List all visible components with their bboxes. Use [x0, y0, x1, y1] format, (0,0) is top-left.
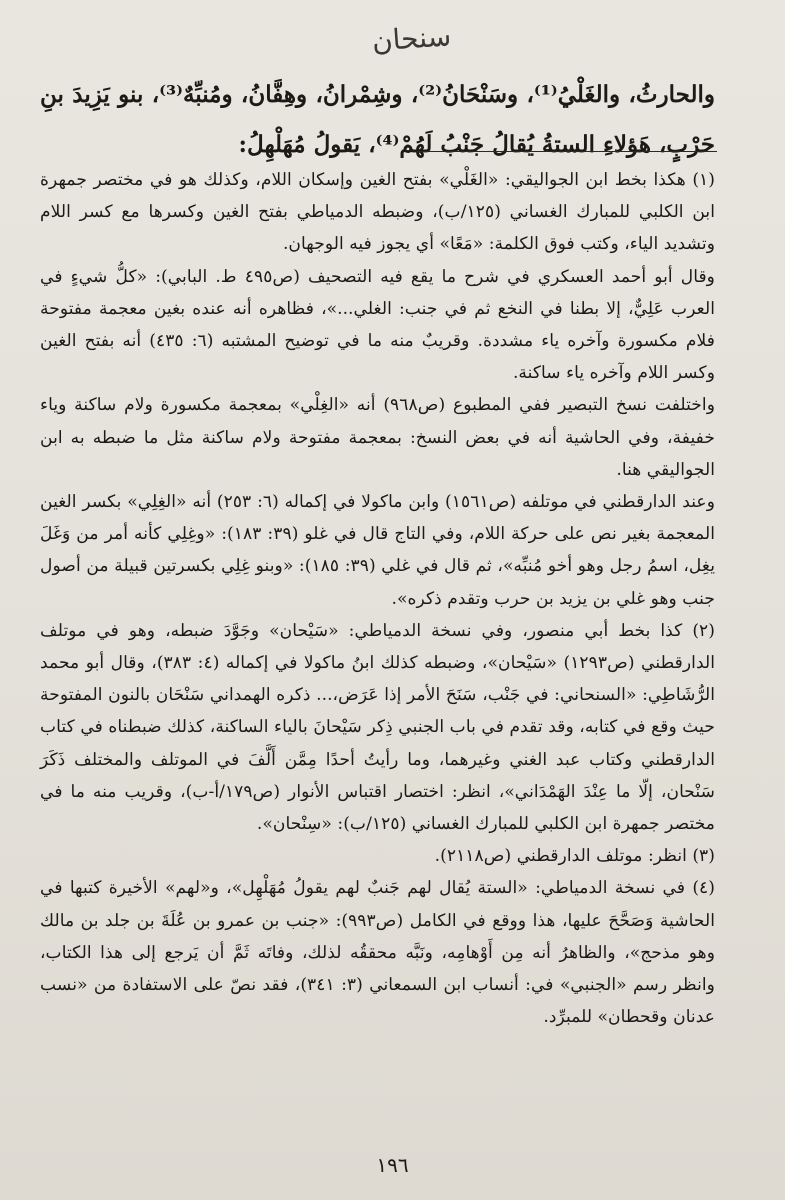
handwritten-annotation: سنحان	[370, 19, 453, 58]
footnote-separator	[417, 151, 717, 152]
footnote-1-continued: وقال أبو أحمد العسكري في شرح ما يقع فيه التصحيف (ص٤٩٥ ط. البابي): «كلُّ شيءٍ في العرب عَلِيٌّ، إلا بطنا في النخع ثم في جنب: الغلي...»، فظاهره أنه عنده بغين معجمة مفتوحة فلام مكسورة وآخره ياء مشددة. وقريبٌ منه ما في توضيح المشتبه (٦: ٤٣٥) أنه بفتح الغين وكسر اللام وآخره ياء ساكنة.	[40, 266, 715, 384]
footnotes-section	[40, 164, 715, 1033]
footnote-1: (١) هكذا بخط ابن الجواليقي: «الغَلْي» بفتح الغين وإسكان اللام، وكذلك هو في مختصر جمهرة ابن الكلبي للمبارك الغساني (١٢٥/ب)، وضبطه الدمياطي بفتح الغين وكسرها مع كسر اللام وتشديد الياء، وكتب فوق الكلمة: «مَعًا» أي يجوز فيه الوجهان.	[40, 170, 715, 255]
footnote-2: (٢) كذا بخط أبي منصور، وفي نسخة الدمياطي: «سَيْحان» وجَوَّدَ ضبطه، وهو في موتلف الدارقطني (ص١٢٩٣) «سَيْحان»، وضبطه كذلك ابنُ ماكولا في إكماله (٤: ٣٨٣)، وقال أبو محمد الرُّشَاطِي: «السنحاني: في جَنْب، سَنَحَ الأمر إذا عَرَض،... ذكره الهمداني سَنْحَان بالنون المفتوحة حيث وقع في كتابه، وقد تقدم في باب الجنبي ذِكر سَيْحانَ بالياء الساكنة، كذلك ضبطناه في كتاب الدارقطني وكتاب عبد الغني وغيرهما، وما رأيتُ أحدًا مِمَّن أَلَّفَ في الموتلف والمختلف ذَكَرَ سَنْحان، إلّا ما عِنْدَ الهَمْدَاني»، انظر: اختصار اقتباس الأنوار (ص١٧٩/أ-ب)، وقريب منه ما في مختصر جمهرة ابن الكلبي للمبارك الغساني (١٢٥/ب): «سِنْحان».	[40, 620, 715, 835]
footnote-1-continued: واختلفت نسخ التبصير ففي المطبوع (ص٩٦٨) أنه «الغِلْي» بمعجمة مكسورة ولام ساكنة وياء خفيفة، وفي الحاشية أنه في بعض النسخ: بمعجمة مفتوحة ولام ساكنة مثل ما ضبطه به ابن الجواليقي هنا.	[40, 395, 715, 480]
footnote-4: (٤) في نسخة الدمياطي: «الستة يُقال لهم جَنبٌ لهم يقولُ مُهَلْهِل»، و«لهم» الأخيرة كتبها في الحاشية وَصَحَّحَ عليها، هذا ووقع في الكامل (ص٩٩٣): «جنب بن عمرو بن عُلَةَ بن جلد بن مالك وهو مذحج»، والظاهرُ أنه مِن أَوْهامِه، ونَبَّه محققُه لذلك، وفاتَه ثَمَّ أن يَرجع إلى هذا الكتاب، وانظر رسم «الجنبي» في: أنساب ابن السمعاني (٣: ٣٤١)، فقد نصّ على الاستفادة من «نسب عدنان وقحطان» للمبرِّد.	[40, 878, 715, 1028]
main-text: والحارثُ، والغَلْيُ⁽¹⁾، وسَنْحَانُ⁽²⁾، وشِمْرانُ، وهِفَّانُ، ومُنبِّهٌ⁽³⁾، بنو يَزِيدَ بنِ حَرْبٍ، هَؤلاءِ الستةُ يُقالُ جَنْبُ لَهُمْ⁽⁴⁾، يَقولُ مُهَلْهِلُ:	[40, 81, 715, 158]
footnote-3: (٣) انظر: موتلف الدارقطني (ص٢١١٨).	[434, 846, 715, 867]
footnote-1-continued: وعند الدارقطني في موتلفه (ص١٥٦١) وابن ماكولا في إكماله (٦: ٢٥٣) أنه «الغِلِي» بكسر الغين المعجمة بغير نص على حركة اللام، وفي التاج قال في غلو (٣٩: ١٨٣): «وغِلِي كأنه أمر من وَغَلَ يغِل، اسمُ رجل وهو أخو مُنبِّه»، ثم قال في غلي (٣٩: ١٨٥): «وبنو غِلِي بكسرتين قبيلة من أصول جنب وهو غلي بن يزيد بن حرب وتقدم ذكره».	[40, 492, 715, 609]
page-number: ١٩٦	[376, 1153, 409, 1177]
